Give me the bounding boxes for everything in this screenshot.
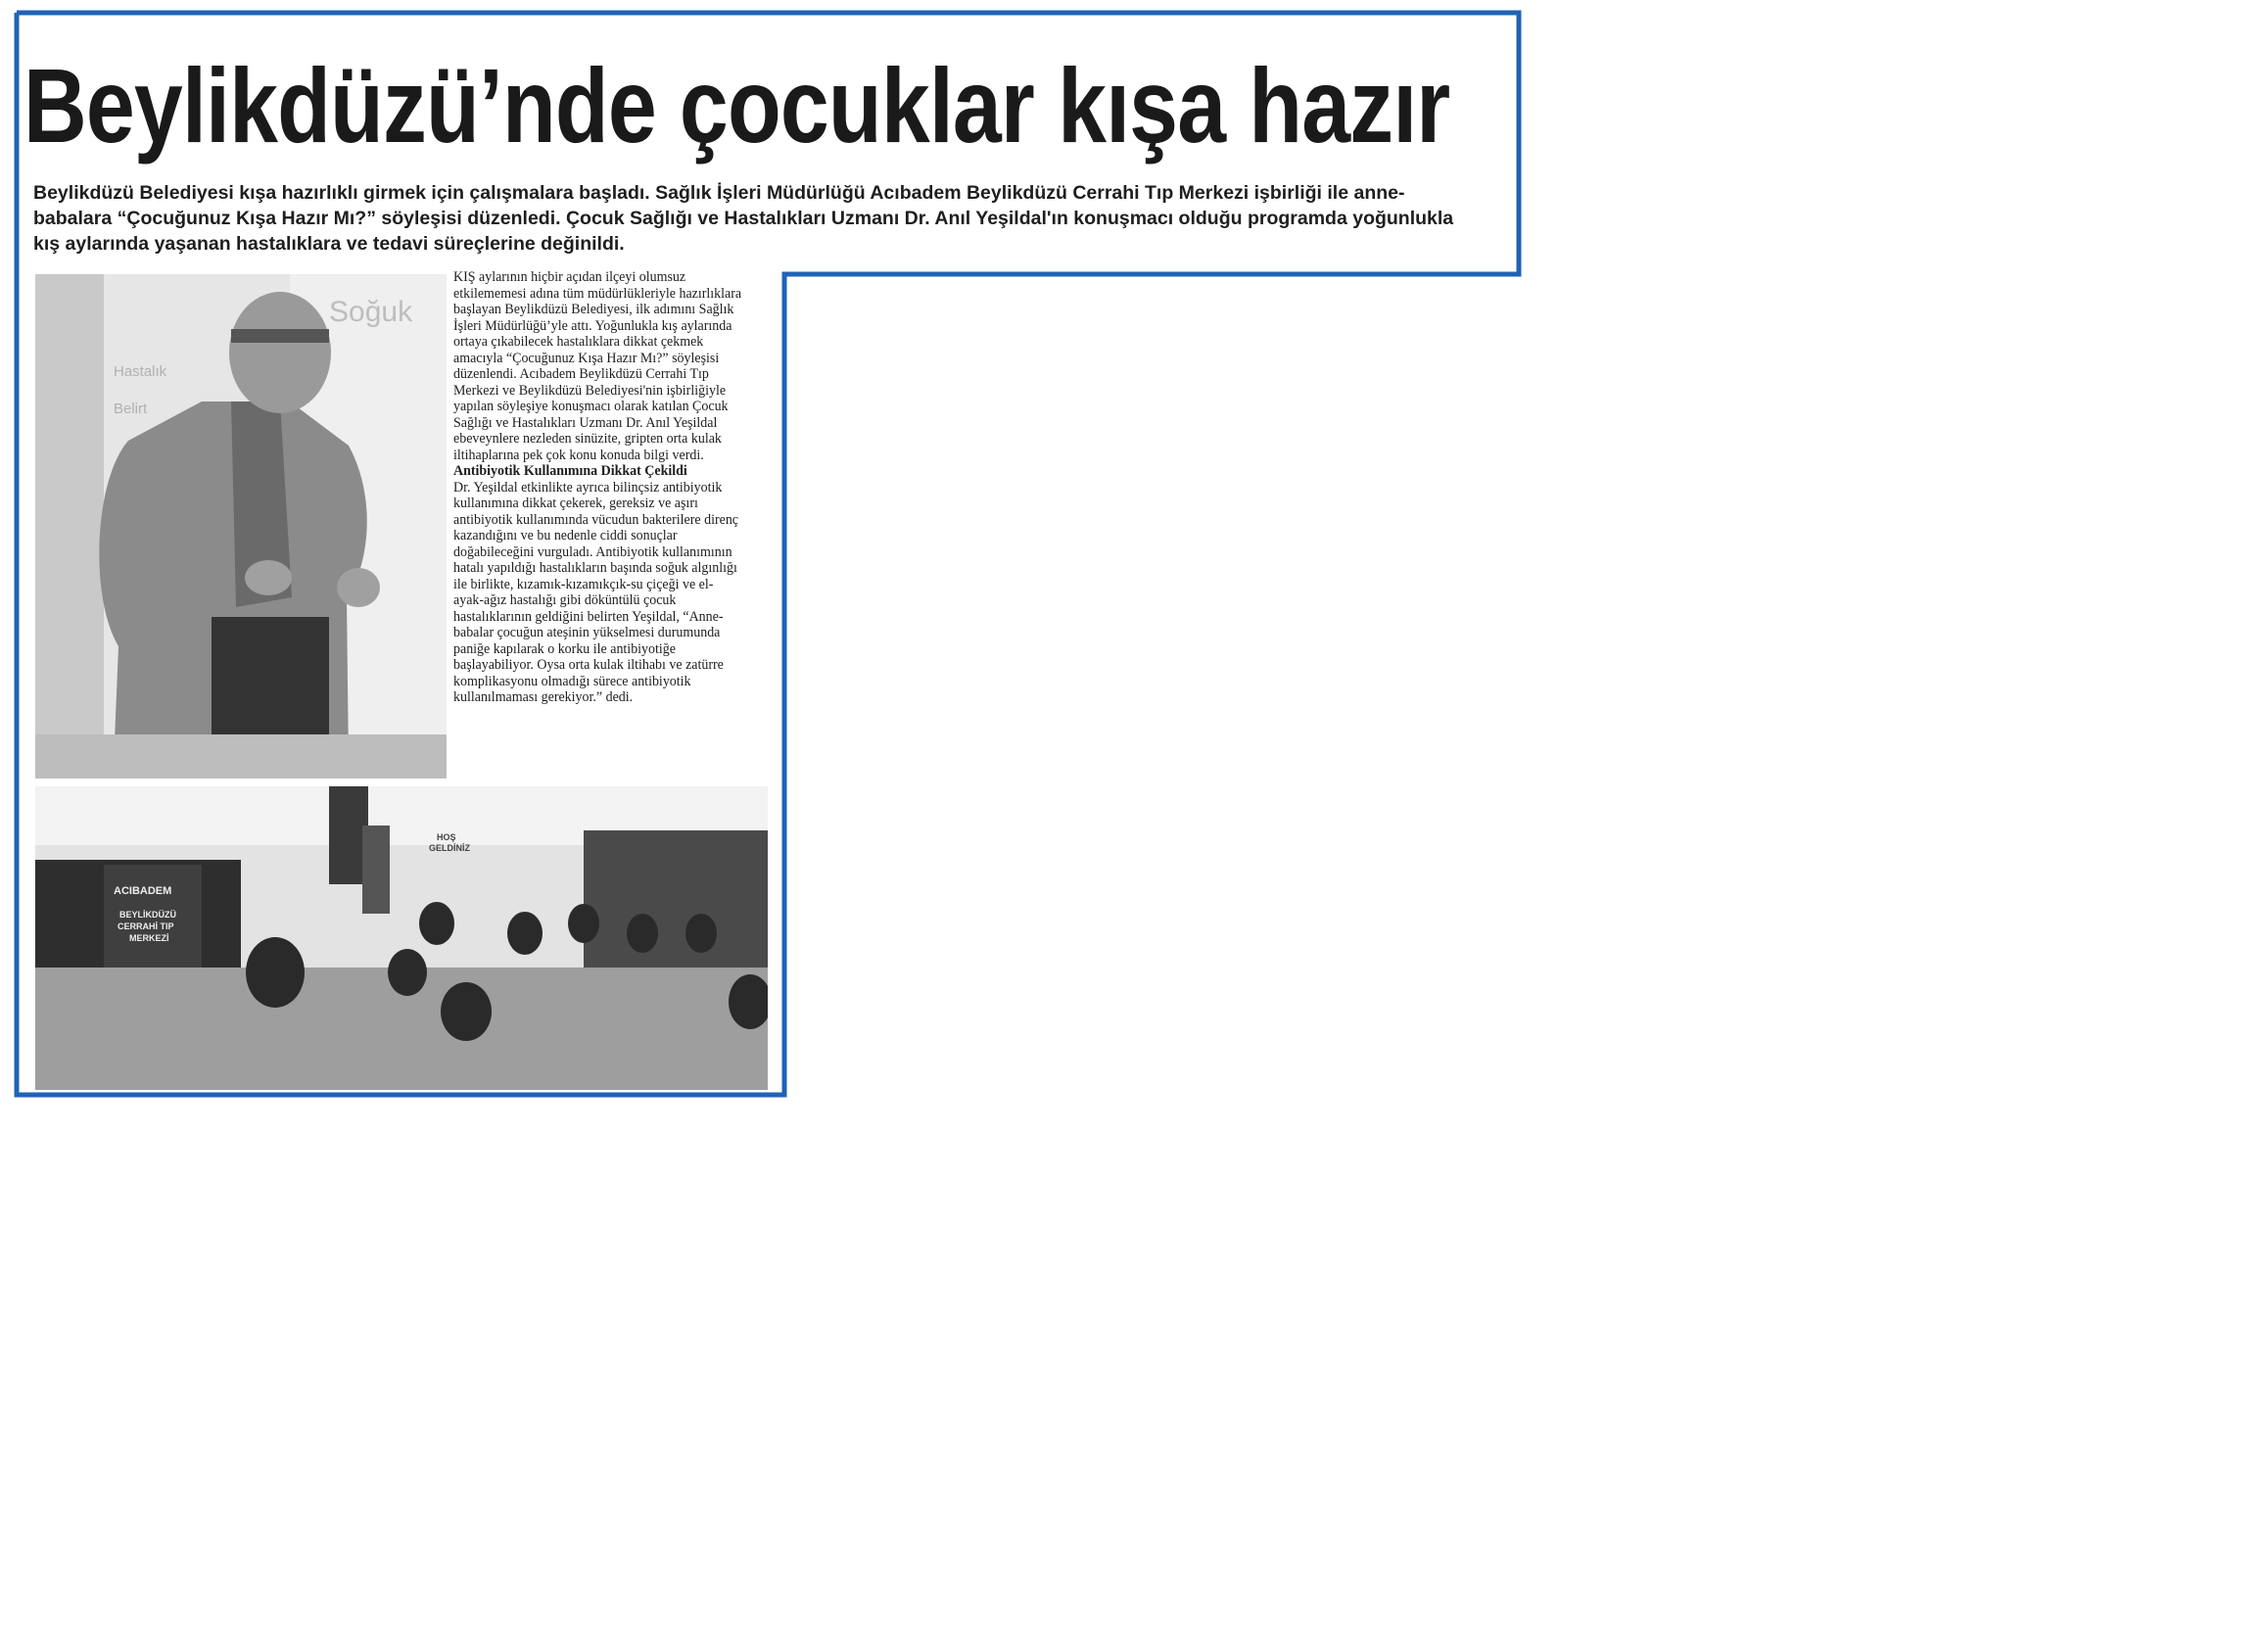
article-spot: Beylikdüzü Belediyesi kışa hazırlıklı girmek için çalışmalara başladı. Sağlık İşleri Müdürlüğü Acıbadem Beylikdüzü Cerrahi Tıp Merkezi işbirliği ile anne-babalara “Çocuğunuz Kışa Hazır Mı?” söyleşisi düzenledi. Çocuk Sağlığı ve Hastalıkları Uzmanı Dr. Anıl Yeşildal'ın konuşmacı olduğu programda yoğunlukla kış aylarında yaşanan hastalıklara ve tedavi süreçlerine değinildi.	[33, 182, 1454, 255]
article-body	[453, 269, 741, 783]
speaker-photo	[35, 274, 447, 779]
slide-side-word-1: Hastalık	[114, 363, 167, 380]
body-paragraph-1: KIŞ aylarının hiçbir açıdan ilçeyi olumsuz etkilememesi adına tüm müdürlükleriyle hazırlıklara başlayan Beylikdüzü Belediyesi, ilk adımını Sağlık İşleri Müdürlüğü’yle attı. Yoğunlukla kış aylarında ortaya çıkabilecek hastalıklara dikkat çekmek amacıyla “Çocuğunuz Kışa Hazır Mı?” söyleşisi düzenlendi. Acıbadem Beylikdüzü Cerrahi Tıp Merkezi ve Beylikdüzü Belediyesi'nin işbirliğiyle yapılan söyleşiye konuşmacı olarak katılan Çocuk Sağlığı ve Hastalıkları Uzmanı Dr. Anıl Yeşildal ebeveynlere nezleden sinüzite, gripten orta kulak iltihaplarına pek çok konu konuda bilgi verdi.	[453, 269, 742, 463]
banner-line-3: CERRAHİ TIP	[118, 921, 174, 931]
welcome-sign-1: HOŞ	[437, 832, 456, 842]
slide-word-text: Soğuk	[329, 296, 413, 328]
slide-side-word-2: Belirt	[114, 401, 148, 417]
banner-line-1: ACIBADEM	[114, 885, 172, 897]
body-paragraph-2: Dr. Yeşildal etkinlikte ayrıca bilinçsiz antibiyotik kullanımına dikkat çekerek, gereksiz ve aşırı antibiyotik kullanımında vücudun bakterilere direnç kazandığını ve bu nedenle ciddi sonuçlar doğabileceğini vurguladı. Antibiyotik kullanımının hatalı yapıldığı hastalıkların başında soğuk algınlığı ile birlikte, kızamık-kızamıkçık-su çiçeği ve el-ayak-ağız hastalığı gibi döküntülü çocuk hastalıklarının geldiğini belirten Yeşildal, “Anne-babalar çocuğun ateşinin yükselmesi durumunda paniğe kapılarak o korku ile antibiyotiğe başlayabiliyor. Oysa orta kulak iltihabı ve zatürre komplikasyonu olmadığı sürece antibiyotik kullanılmaması gerekiyor.” dedi.	[453, 478, 739, 705]
headline: Beylikdüzü’nde çocuklar kışa hazır	[24, 46, 1450, 165]
banner-line-4: MERKEZİ	[129, 933, 169, 943]
audience-photo	[35, 786, 768, 1090]
welcome-sign-2: GELDİNİZ	[429, 843, 470, 853]
body-subheading: Antibiyotik Kullanımına Dikkat Çekildi	[453, 462, 687, 479]
banner-line-2: BEYLİKDÜZÜ	[119, 910, 176, 920]
